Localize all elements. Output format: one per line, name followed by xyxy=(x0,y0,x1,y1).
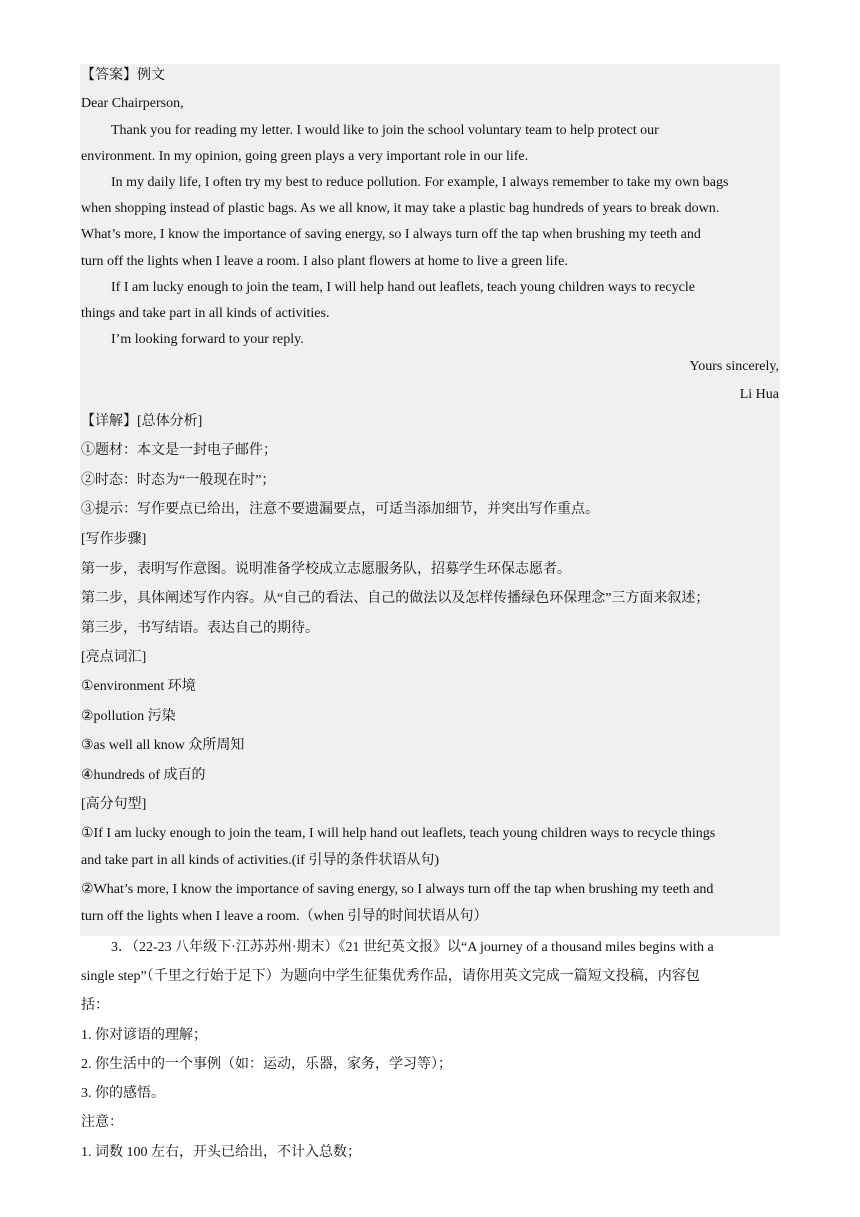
signature: Li Hua xyxy=(739,387,779,402)
letter-line: environment. In my opinion, going green plays a very important role in our life. xyxy=(81,149,529,164)
analysis-point: ②时态：时态为“一般现在时”； xyxy=(81,473,276,488)
closing: Yours sincerely, xyxy=(689,359,779,374)
vocab-item: ②pollution 污染 xyxy=(81,709,176,724)
writing-step: 第一步，表明写作意图。说明准备学校成立志愿服务队，招募学生环保志愿者。 xyxy=(81,562,571,577)
note-heading: 注意： xyxy=(81,1115,123,1130)
sentence-line: ①If I am lucky enough to join the team, I will help hand out leaflets, teach young children ways to recycle things xyxy=(81,826,716,841)
writing-step: 第三步，书写结语。表达自己的期待。 xyxy=(81,621,319,636)
analysis-point: ③提示：写作要点已给出，注意不要遗漏要点，可适当添加细节，并突出写作重点。 xyxy=(81,502,599,517)
letter-line: If I am lucky enough to join the team, I will help hand out leaflets, teach young children ways to recycle xyxy=(111,280,695,295)
explanation-heading: 【详解】[总体分析] xyxy=(81,414,203,429)
question-line: 3．（22-23 八年级下·江苏苏州·期末）《21 世纪英文报》以“A journey of a thousand miles begins with a xyxy=(111,940,714,955)
steps-heading: [写作步骤] xyxy=(81,532,147,547)
letter-line: I’m looking forward to your reply. xyxy=(111,332,304,347)
writing-step: 第二步，具体阐述写作内容。从“自己的看法、自己的做法以及怎样传播绿色环保理念”三方面来叙述； xyxy=(81,591,710,606)
letter-line: things and take part in all kinds of activities. xyxy=(81,306,330,321)
question-line: single step”（千里之行始于足下）为题向中学生征集优秀作品，请你用英文完成一篇短文投稿，内容包 xyxy=(81,969,700,984)
sentence-line: turn off the lights when I leave a room.（when 引导的时间状语从句） xyxy=(81,909,488,924)
analysis-point: ①题材：本文是一封电子邮件； xyxy=(81,443,277,458)
letter-line: In my daily life, I often try my best to reduce pollution. For example, I always remember to take my own bags xyxy=(111,175,729,190)
salutation: Dear Chairperson, xyxy=(81,96,184,111)
requirement-item: 3. 你的感悟。 xyxy=(81,1086,165,1101)
letter-line: when shopping instead of plastic bags. As we all know, it may take a plastic bag hundreds of years to break down. xyxy=(81,201,720,216)
letter-line: Thank you for reading my letter. I would like to join the school voluntary team to help protect our xyxy=(111,123,659,138)
requirement-item: 1. 你对谚语的理解； xyxy=(81,1028,207,1043)
sentences-heading: [高分句型] xyxy=(81,797,147,812)
vocab-heading: [亮点词汇] xyxy=(81,650,147,665)
letter-line: turn off the lights when I leave a room. I also plant flowers at home to live a green life. xyxy=(81,254,568,269)
requirement-item: 2. 你生活中的一个事例（如：运动，乐器，家务，学习等）； xyxy=(81,1057,452,1072)
sentence-line: ②What’s more, I know the importance of saving energy, so I always turn off the tap when brushing my teeth and xyxy=(81,882,714,897)
vocab-item: ③as well all know 众所周知 xyxy=(81,738,245,753)
answer-explanation-block xyxy=(80,64,780,936)
question-line: 括： xyxy=(81,998,109,1013)
note-item: 1. 词数 100 左右，开头已给出，不计入总数； xyxy=(81,1145,361,1160)
letter-line: What’s more, I know the importance of saving energy, so I always turn off the tap when brushing my teeth and xyxy=(81,227,701,242)
vocab-item: ①environment 环境 xyxy=(81,679,196,694)
sentence-line: and take part in all kinds of activities.(if 引导的条件状语从句) xyxy=(81,853,440,868)
vocab-item: ④hundreds of 成百的 xyxy=(81,768,206,783)
answer-heading: 【答案】例文 xyxy=(81,68,165,83)
